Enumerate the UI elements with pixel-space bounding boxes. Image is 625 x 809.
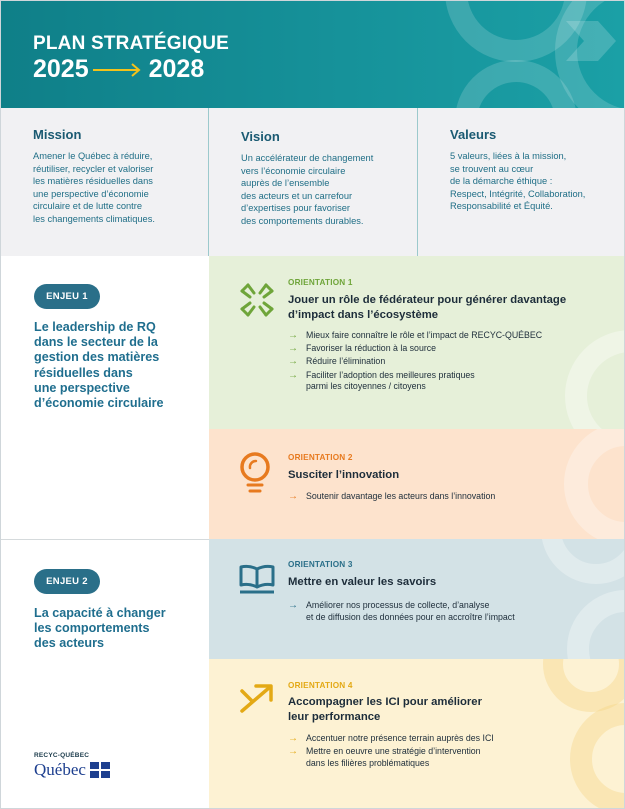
values-block (418, 108, 625, 256)
plan-title: PLAN STRATÉGIQUE (33, 33, 230, 54)
mission-vision-values (1, 108, 625, 256)
orientation-4-panel (209, 659, 625, 809)
orientation-2-list (288, 491, 495, 504)
enjeu-1-panel (1, 256, 209, 539)
network-hub-icon (238, 281, 276, 319)
arrow-right-icon: → (288, 746, 298, 758)
recyc-quebec-logo (34, 752, 110, 780)
year-end: 2028 (148, 55, 205, 83)
orientation-2-title: Susciter l’innovation (288, 469, 400, 481)
lightbulb-icon (238, 451, 274, 495)
quebec-flag-icon (90, 762, 110, 778)
orientation-4-label: ORIENTATION 4 (288, 681, 353, 690)
open-book-icon (238, 563, 276, 595)
logo-brand: RECYC-QUÉBEC (34, 752, 90, 759)
list-item: → Réduire l’élimination (288, 356, 386, 368)
enjeu-2-panel (1, 539, 209, 809)
list-item: → Faciliter l’adoption des meilleures pratiques parmi les citoyennes / citoyens (288, 369, 475, 392)
arrow-right-icon: → (288, 600, 298, 611)
vision-text: Un accélérateur de changement vers l’économie circulaire auprès de l’ensemble des acteurs et un carrefour d’expertises pour favoriser des comportements durables. (241, 153, 374, 226)
growth-arrow-icon (238, 681, 278, 715)
orientation-4-title: Accompagner les ICI pour améliorer leur performance (288, 696, 482, 723)
mission-block (1, 108, 209, 256)
list-item: → Améliorer nos processus de collecte, d’analyse et de diffusion des données pour en accroître l’impact (288, 600, 515, 622)
orientation-4-list (288, 733, 494, 771)
circular-arrow-decoration (366, 1, 625, 108)
orientation-3-list (288, 600, 515, 625)
orientation-1-label: ORIENTATION 1 (288, 278, 353, 287)
orientation-1-list (288, 330, 542, 394)
mission-text: Amener le Québec à réduire, réutiliser, recycler et valoriser les matières résiduelles dans une perspective d’économie circulaire et de lutte contre les changements climatiques. (33, 151, 155, 224)
plan-years (33, 55, 204, 84)
arrow-right-icon: → (288, 356, 298, 368)
arrow-right-icon: → (288, 733, 298, 744)
arrow-right-icon: → (288, 343, 298, 355)
orientation-3-label: ORIENTATION 3 (288, 560, 353, 569)
vision-block (209, 108, 418, 256)
list-item: → Mieux faire connaître le rôle et l’impact de RECYC-QUÉBEC (288, 330, 543, 341)
circle-decoration (516, 539, 625, 659)
header-banner (1, 1, 625, 108)
arrow-right-icon: → (288, 369, 298, 381)
vision-heading: Vision (241, 129, 280, 144)
orientation-2-panel (209, 429, 625, 539)
orientation-3-title: Mettre en valeur les savoirs (288, 576, 437, 588)
list-item: → Accentuer notre présence terrain auprès des ICI (288, 733, 494, 744)
enjeu-1-text: Le leadership de RQ dans le secteur de la gestion des matières résiduelles dans une perspective d’économie circulaire (34, 320, 164, 411)
circle-decoration (536, 316, 625, 429)
enjeu-2-badge: ENJEU 2 (34, 569, 100, 594)
circle-decoration (516, 659, 625, 809)
year-start: 2025 (33, 55, 89, 83)
arrow-right-icon: → (288, 491, 298, 502)
arrow-right-icon (93, 63, 145, 77)
list-item: → Favoriser la réduction à la source (288, 343, 437, 355)
list-item: → Mettre en oeuvre une stratégie d’intervention dans les filières problématiques (288, 746, 481, 768)
enjeu-2-text: La capacité à changer les comportements des acteurs (34, 606, 166, 651)
enjeu-1-badge: ENJEU 1 (34, 284, 100, 309)
orientation-1-panel (209, 256, 625, 429)
orientation-1-title: Jouer un rôle de fédérateur pour générer davantage d’impact dans l’écosystème (288, 294, 567, 321)
values-heading: Valeurs (450, 127, 497, 142)
logo-quebec-text: Québec (34, 760, 86, 779)
mission-heading: Mission (33, 127, 82, 142)
circle-decoration (516, 429, 625, 539)
values-text: 5 valeurs, liées à la mission, se trouvent au cœur de la démarche éthique : Respect, Intégrité, Collaboration, Responsabilité et Équité. (450, 151, 586, 212)
orientation-2-label: ORIENTATION 2 (288, 453, 353, 462)
list-item: → Soutenir davantage les acteurs dans l’innovation (288, 491, 496, 502)
arrow-right-icon: → (288, 330, 298, 341)
orientation-3-panel (209, 539, 625, 659)
